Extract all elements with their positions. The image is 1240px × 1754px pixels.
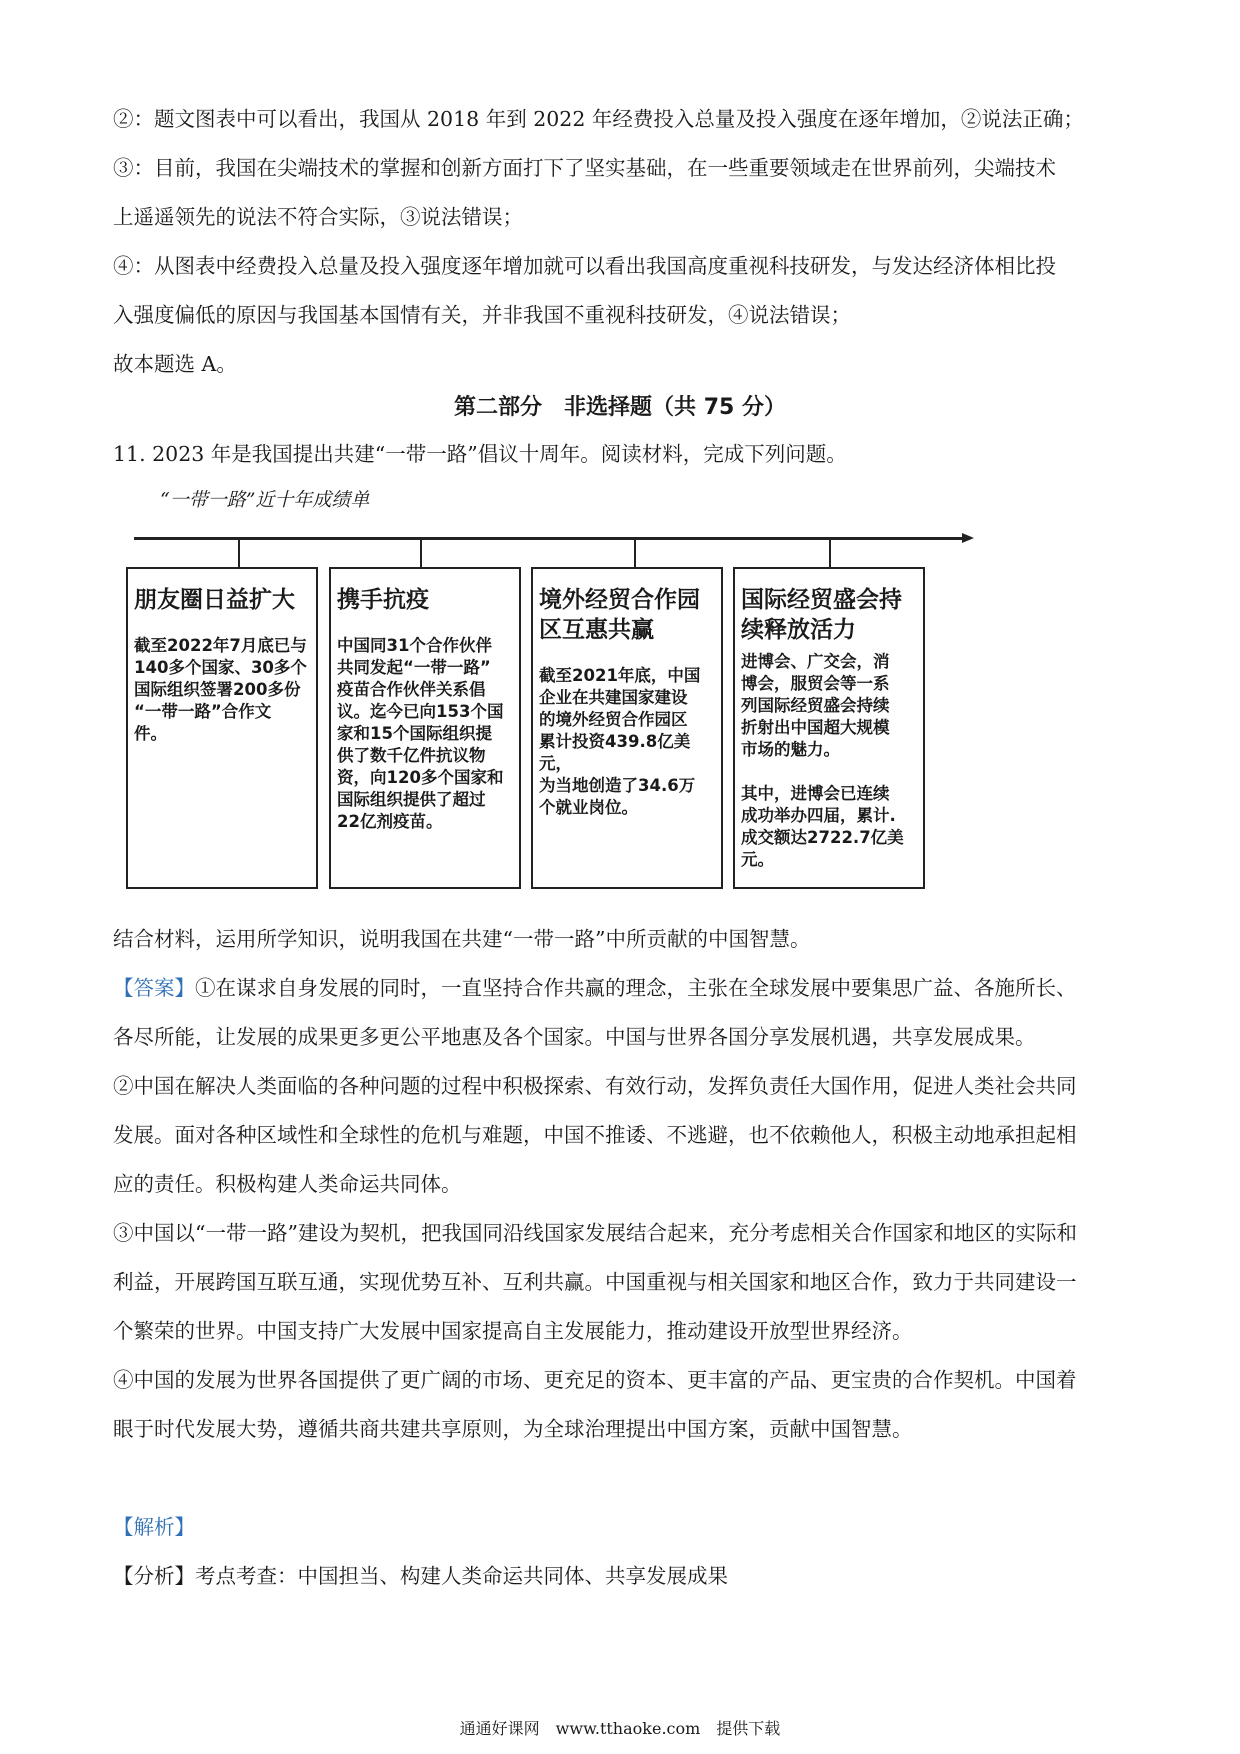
page-footer: 通通好课网 www.tthaoke.com 提供下载	[459, 1719, 781, 1738]
figure-caption: “一带一路”近十年成绩单	[160, 489, 370, 511]
explanation-line-4b: 入强度偏低的原因与我国基本国情有关，并非我国不重视科技研发，④说法错误；	[113, 303, 851, 327]
answer-line: ③中国以“一带一路”建设为契机，把我国同沿线国家发展结合起来，充分考虑相关合作国家和地区的实际和	[113, 1221, 1077, 1245]
card-title: 国际经贸盛会持 续释放活力	[741, 587, 902, 643]
explanation-line-3b: 上遥遥领先的说法不符合实际，③说法错误；	[113, 205, 523, 229]
arrow-right-icon	[962, 533, 974, 543]
card-body: 中国同31个合作伙伴 共同发起“一带一路” 疫苗合作伙伴关系倡 议。迄今已向153个国 家和15个国际组织提 供了数千亿件抗议物 资，向120多个国家和 国际组织提供了超过 22亿剂疫苗。	[337, 636, 504, 831]
achievement-card-expos	[733, 567, 925, 889]
question-stem: 11. 2023 年是我国提出共建“一带一路”倡议十周年。阅读材料，完成下列问题。	[113, 442, 847, 466]
answer-line: 个繁荣的世界。中国支持广大发展中国家提高自主发展能力，推动建设开放型世界经济。	[113, 1319, 913, 1343]
timeline-tick	[420, 538, 422, 568]
timeline-tick	[634, 538, 636, 568]
answer-line: 各尽所能，让发展的成果更多更公平地惠及各个国家。中国与世界各国分享发展机遇，共享发展成果。	[113, 1025, 1036, 1049]
explanation-conclusion: 故本题选 A。	[113, 352, 237, 376]
answer-text: ①在谋求自身发展的同时，一直坚持合作共赢的理念，主张在全球发展中要集思广益、各施所长、	[195, 976, 1077, 1000]
card-title: 境外经贸合作园 区互惠共赢	[539, 587, 700, 643]
card-body: 截至2021年底，中国 企业在共建国家建设 的境外经贸合作园区 累计投资439.8亿美元， 为当地创造了34.6万 个就业岗位。	[539, 666, 701, 817]
analysis-line	[113, 1562, 1133, 1590]
answer-line: ②中国在解决人类面临的各种问题的过程中积极探索、有效行动，发挥负责任大国作用，促进人类社会共同	[113, 1074, 1077, 1098]
timeline-tick	[238, 538, 240, 568]
explanation-line-4a: ④：从图表中经费投入总量及投入强度逐年增加就可以看出我国高度重视科技研发，与发达经济体相比投	[113, 254, 1056, 278]
card-title: 携手抗疫	[337, 587, 429, 613]
timeline-tick	[829, 538, 831, 568]
analysis-heading	[113, 1513, 1133, 1541]
answer-line: ④中国的发展为世界各国提供了更广阔的市场、更充足的资本、更丰富的产品、更宝贵的合作契机。中国着	[113, 1368, 1077, 1392]
fenxi-tag: 【分析】	[113, 1564, 195, 1588]
analysis-tag: 【解析】	[113, 1515, 195, 1539]
question-prompt: 结合材料，运用所学知识，说明我国在共建“一带一路”中所贡献的中国智慧。	[113, 927, 811, 951]
answer-line: 应的责任。积极构建人类命运共同体。	[113, 1172, 462, 1196]
answer-tag: 【答案】	[113, 976, 195, 1000]
achievement-card-pandemic	[329, 567, 521, 889]
explanation-line-3a: ③：目前，我国在尖端技术的掌握和创新方面打下了坚实基础，在一些重要领域走在世界前列，尖端技术	[113, 156, 1056, 180]
explanation-line-2: ②：题文图表中可以看出，我国从 2018 年到 2022 年经费投入总量及投入强度在逐年增加，②说法正确；	[113, 107, 1084, 131]
achievement-card-friends	[126, 567, 318, 889]
card-title: 朋友圈日益扩大	[134, 587, 295, 613]
timeline-arrow-line	[134, 537, 970, 540]
section-title: 第二部分 非选择题（共 75 分）	[454, 395, 786, 420]
answer-line-1	[113, 974, 1133, 1002]
answer-line: 发展。面对各种区域性和全球性的危机与难题，中国不推诿、不逃避，也不依赖他人，积极主动地承担起相	[113, 1123, 1077, 1147]
achievement-card-trade-zones	[531, 567, 723, 889]
card-body: 进博会、广交会，消 博会，服贸会等一系 列国际经贸盛会持续 折射出中国超大规模 市场的魅力。	[741, 652, 890, 759]
card-body: 截至2022年7月底已与 140多个国家、30多个 国际组织签署200多份 “一带一路”合作文 件。	[134, 636, 307, 743]
card-body-extra: 其中，进博会已连续 成功举办四届，累计. 成交额达2722.7亿美 元。	[741, 784, 904, 869]
answer-line: 利益，开展跨国互联互通，实现优势互补、互利共赢。中国重视与相关国家和地区合作，致力于共同建设一	[113, 1270, 1077, 1294]
fenxi-text: 考点考查：中国担当、构建人类命运共同体、共享发展成果	[195, 1564, 728, 1588]
answer-line: 眼于时代发展大势，遵循共商共建共享原则，为全球治理提出中国方案，贡献中国智慧。	[113, 1417, 913, 1441]
